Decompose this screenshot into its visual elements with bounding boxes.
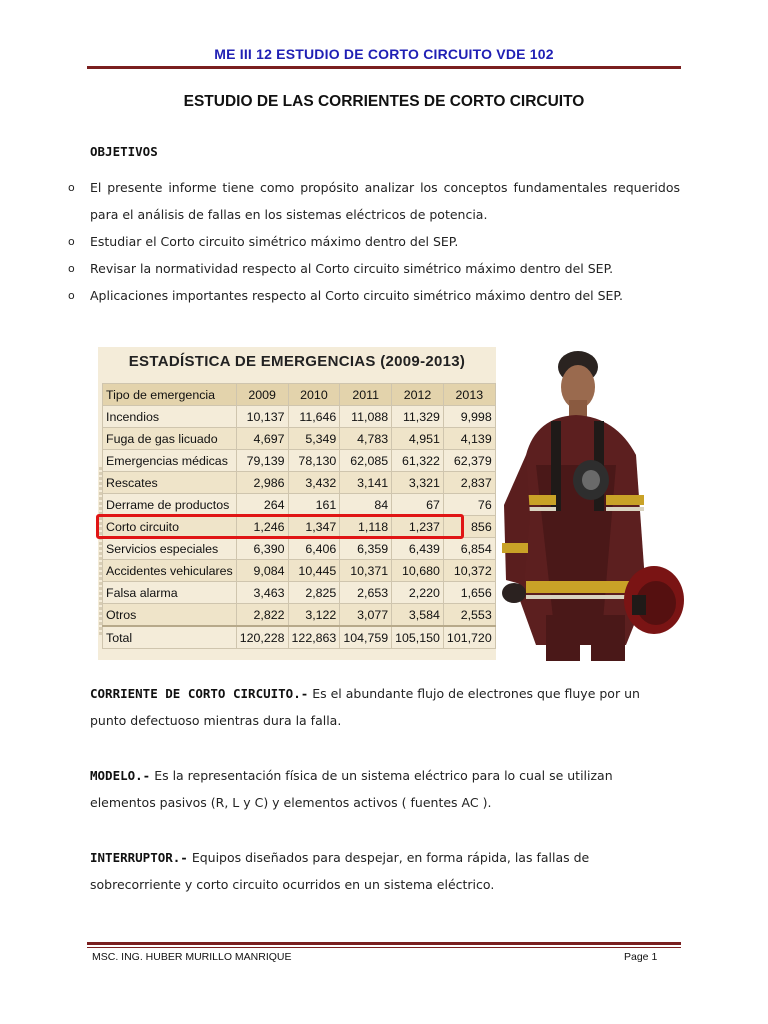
row-label: Rescates	[103, 472, 237, 494]
objective-text: Aplicaciones importantes respecto al Corto circuito simétrico máximo dentro del SEP.	[90, 288, 623, 303]
table-row	[103, 494, 496, 516]
table-cell: 10,372	[443, 560, 495, 582]
bullet-marker: o	[68, 289, 75, 302]
table-cell: 11,329	[392, 406, 444, 428]
table-cell: 4,139	[443, 428, 495, 450]
table-cell: 3,077	[340, 604, 392, 627]
footer-rule-thin	[87, 947, 681, 948]
row-label: Emergencias médicas	[103, 450, 237, 472]
row-label: Servicios especiales	[103, 538, 237, 560]
table-cell: 4,951	[392, 428, 444, 450]
column-header: 2013	[443, 384, 495, 406]
table-cell: 62,379	[443, 450, 495, 472]
list-item	[68, 255, 680, 282]
table-cell: 78,130	[288, 450, 340, 472]
list-item	[68, 228, 680, 255]
table-cell: 61,322	[392, 450, 444, 472]
table-cell: 1,246	[236, 516, 288, 538]
definition-term: CORRIENTE DE CORTO CIRCUITO.-	[90, 686, 309, 701]
row-label: Accidentes vehiculares	[103, 560, 237, 582]
bullet-marker: o	[68, 235, 75, 248]
header-rule	[87, 66, 681, 69]
bullet-marker: o	[68, 262, 75, 275]
table-cell: 79,139	[236, 450, 288, 472]
table-cell: 10,371	[340, 560, 392, 582]
table-row	[103, 582, 496, 604]
bullet-marker: o	[68, 181, 75, 194]
list-item	[68, 282, 680, 309]
table-cell: 84	[340, 494, 392, 516]
row-label: Total	[103, 626, 237, 649]
table-row	[103, 560, 496, 582]
footer-rule	[87, 942, 681, 945]
row-label: Incendios	[103, 406, 237, 428]
table-cell: 1,118	[340, 516, 392, 538]
definition-text: Equipos diseñados para despejar, en forma rápida, las fallas de sobrecorriente y corto circuito ocurridos en un sistema eléctrico.	[90, 850, 590, 892]
table-cell: 67	[392, 494, 444, 516]
table-cell: 76	[443, 494, 495, 516]
column-header: 2010	[288, 384, 340, 406]
definition-term: INTERRUPTOR.-	[90, 850, 188, 865]
table-cell: 2,822	[236, 604, 288, 627]
table-cell: 4,783	[340, 428, 392, 450]
table-cell: 3,141	[340, 472, 392, 494]
column-header: 2009	[236, 384, 288, 406]
table-cell: 6,854	[443, 538, 495, 560]
table-cell: 10,680	[392, 560, 444, 582]
column-header: 2011	[340, 384, 392, 406]
definition-text: Es el abundante flujo de electrones que fluye por un punto defectuoso mientras dura la falla.	[90, 686, 640, 728]
table-row	[103, 472, 496, 494]
column-header: Tipo de emergencia	[103, 384, 237, 406]
table-row	[103, 538, 496, 560]
table-cell: 2,653	[340, 582, 392, 604]
row-label: Falsa alarma	[103, 582, 237, 604]
document-title: ESTUDIO DE LAS CORRIENTES DE CORTO CIRCUITO	[183, 93, 585, 110]
table-cell: 120,228	[236, 626, 288, 649]
table-cell: 62,085	[340, 450, 392, 472]
footer-page-number: Page 1	[624, 951, 658, 963]
statistics-title: ESTADÍSTICA DE EMERGENCIAS (2009-2013)	[128, 353, 466, 370]
objective-text: Estudiar el Corto circuito simétrico máximo dentro del SEP.	[90, 234, 459, 249]
definition-term: MODELO.-	[90, 768, 151, 783]
definition-model	[90, 762, 680, 816]
table-cell: 6,439	[392, 538, 444, 560]
column-header: 2012	[392, 384, 444, 406]
table-cell: 3,122	[288, 604, 340, 627]
statistics-panel	[98, 347, 496, 660]
table-row	[103, 604, 496, 627]
table-cell: 104,759	[340, 626, 392, 649]
table-row	[103, 626, 496, 649]
objectives-list	[68, 174, 680, 309]
table-cell: 6,390	[236, 538, 288, 560]
table-cell: 2,837	[443, 472, 495, 494]
table-row	[103, 450, 496, 472]
footer-author: MSC. ING. HUBER MURILLO MANRIQUE	[92, 951, 292, 963]
table-cell: 264	[236, 494, 288, 516]
table-cell: 3,463	[236, 582, 288, 604]
table-cell: 11,088	[340, 406, 392, 428]
table-cell: 4,697	[236, 428, 288, 450]
table-cell: 10,445	[288, 560, 340, 582]
table-row	[103, 406, 496, 428]
objective-text: El presente informe tiene como propósito analizar los conceptos fundamentales requeridos para el análisis de fallas en los sistemas eléctricos de potencia.	[90, 180, 680, 222]
table-cell: 1,347	[288, 516, 340, 538]
table-cell: 11,646	[288, 406, 340, 428]
table-cell: 3,321	[392, 472, 444, 494]
table-cell: 161	[288, 494, 340, 516]
definition-breaker	[90, 844, 680, 898]
table-cell: 2,553	[443, 604, 495, 627]
row-label: Otros	[103, 604, 237, 627]
table-cell: 3,432	[288, 472, 340, 494]
objective-text: Revisar la normatividad respecto al Corto circuito simétrico máximo dentro del SEP.	[90, 261, 614, 276]
table-cell: 105,150	[392, 626, 444, 649]
table-cell: 3,584	[392, 604, 444, 627]
table-row	[103, 428, 496, 450]
emergency-statistics-figure	[98, 345, 684, 661]
table-cell: 122,863	[288, 626, 340, 649]
table-cell: 5,349	[288, 428, 340, 450]
table-header-row	[103, 384, 496, 406]
table-cell: 9,084	[236, 560, 288, 582]
row-label: Fuga de gas licuado	[103, 428, 237, 450]
table-cell: 1,237	[392, 516, 444, 538]
list-item	[68, 174, 680, 228]
table-cell: 9,998	[443, 406, 495, 428]
table-cell: 1,656	[443, 582, 495, 604]
table-cell: 2,986	[236, 472, 288, 494]
table-cell: 856	[443, 516, 495, 538]
header-title: ME III 12 ESTUDIO DE CORTO CIRCUITO VDE 102	[214, 46, 554, 62]
short-circuit-highlight-box	[96, 514, 464, 539]
table-cell: 2,825	[288, 582, 340, 604]
table-cell: 101,720	[443, 626, 495, 649]
definition-text: Es la representación física de un sistema eléctrico para lo cual se utilizan elementos pasivos (R, L y C) y elementos activos ( fuentes AC ).	[90, 768, 613, 810]
table-cell: 6,359	[340, 538, 392, 560]
table-cell: 10,137	[236, 406, 288, 428]
row-label: Derrame de productos	[103, 494, 237, 516]
firefighter-photo	[496, 345, 684, 661]
row-label: Corto circuito	[103, 516, 237, 538]
table-cell: 6,406	[288, 538, 340, 560]
definition-short-circuit-current	[90, 680, 680, 734]
table-cell: 2,220	[392, 582, 444, 604]
objectives-heading: OBJETIVOS	[90, 144, 158, 159]
